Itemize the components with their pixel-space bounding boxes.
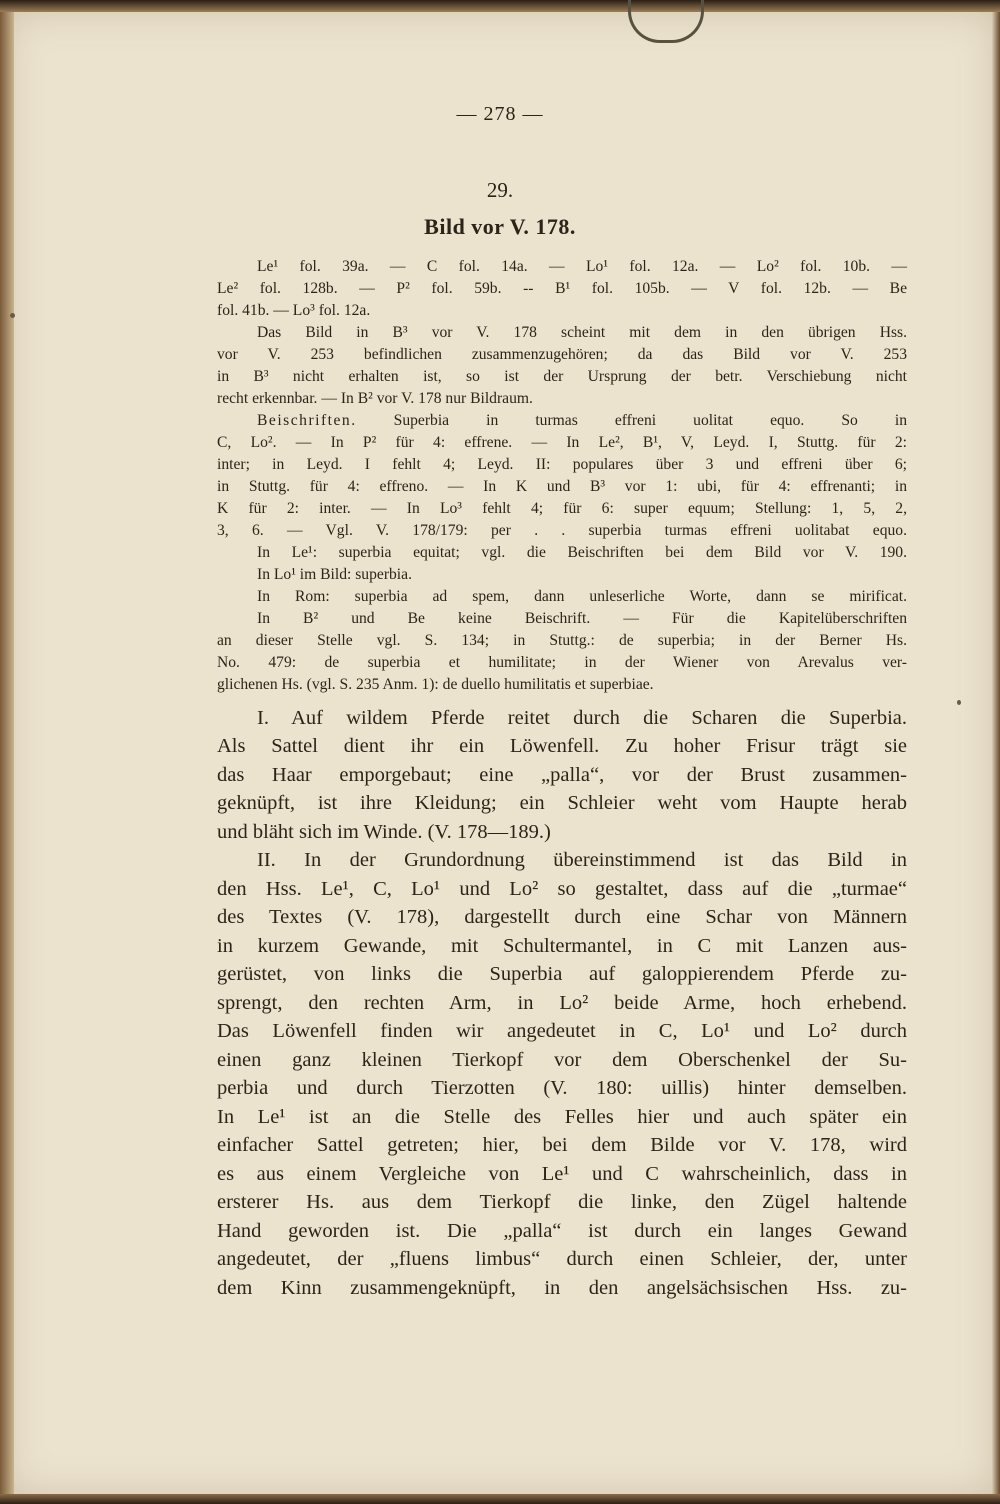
body-line: in kurzem Gewande, mit Schultermantel, in C mit Lanzen aus- [217, 935, 907, 957]
notes-line: glichenen Hs. (vgl. S. 235 Anm. 1): de duello humilitatis et superbiae. [217, 676, 654, 693]
body-line: es aus einem Vergleiche von Le¹ und C wahrscheinlich, dass in [217, 1163, 907, 1185]
body-line: sprengt, den rechten Arm, in Lo² beide Arme, hoch erhebend. [217, 992, 907, 1014]
notes-line: K für 2: inter. — In Lo³ fehlt 4; für 6: super equum; Stellung: 1, 5, 2, [217, 500, 907, 517]
body-line: Hand geworden ist. Die „palla“ ist durch ein langes Gewand [217, 1220, 907, 1242]
notes-line: an dieser Stelle vgl. S. 134; in Stuttg.: de superbia; in der Berner Hs. [217, 632, 907, 649]
body-line: I. Auf wildem Pferde reitet durch die Scharen die Superbia. [257, 707, 907, 729]
body-line: einfacher Sattel getreten; hier, bei dem Bilde vor V. 178, wird [217, 1134, 907, 1156]
section-title: Bild vor V. 178. [424, 214, 576, 239]
notes-line: No. 479: de superbia et humilitate; in der Wiener von Arevalus ver- [217, 654, 907, 671]
notes-line: in Stuttg. für 4: effreno. — In K und B³ vor 1: ubi, für 4: effrenanti; in [217, 478, 907, 495]
body-line: des Textes (V. 178), dargestellt durch eine Schar von Männern [217, 906, 907, 928]
bottom-page-edge [0, 1494, 1000, 1504]
notes-line: In B² und Be keine Beischrift. — Für die Kapitelüberschriften [257, 610, 907, 627]
body-line: Als Sattel dient ihr ein Löwenfell. Zu hoher Frisur trägt sie [217, 735, 907, 757]
notes-line: recht erkennbar. — In B² vor V. 178 nur Bildraum. [217, 390, 533, 407]
body-line: In Le¹ ist an die Stelle des Felles hier und auch später ein [217, 1106, 907, 1128]
body-line: angedeutet, der „fluens limbus“ durch einen Schleier, der, unter [217, 1248, 907, 1270]
notes-line: inter; in Leyd. I fehlt 4; Leyd. II: populares über 3 und effreni über 6; [217, 456, 907, 473]
notes-line: In Le¹: superbia equitat; vgl. die Beischriften bei dem Bild vor V. 190. [257, 544, 907, 561]
page-number: — 278 — [456, 103, 544, 125]
body-line: geknüpft, ist ihre Kleidung; ein Schleier weht vom Haupte herab [217, 792, 907, 814]
notes-line: fol. 41b. — Lo³ fol. 12a. [217, 302, 371, 319]
notes-line: vor V. 253 befindlichen zusammenzugehören; da das Bild vor V. 253 [217, 346, 907, 363]
body-line: ersterer Hs. aus dem Tierkopf die linke, den Zügel haltende [217, 1191, 907, 1213]
body-line: II. In der Grundordnung übereinstimmend ist das Bild in [257, 849, 907, 871]
body-line: und bläht sich im Winde. (V. 178—189.) [217, 821, 551, 843]
section-number: 29. [486, 178, 514, 202]
stain-mark [957, 700, 961, 705]
notes-line: Beischriften. Superbia in turmas effreni uolitat equo. So in [257, 412, 907, 429]
body-line: dem Kinn zusammengeknüpft, in den angelsächsischen Hss. zu- [217, 1277, 907, 1299]
notes-line: Das Bild in B³ vor V. 178 scheint mit dem in den übrigen Hss. [257, 324, 907, 341]
body-line: einen ganz kleinen Tierkopf vor dem Oberschenkel der Su- [217, 1049, 907, 1071]
body-line: perbia und durch Tierzotten (V. 180: uillis) hinter demselben. [217, 1077, 907, 1099]
body-line: gerüstet, von links die Superbia auf galoppierendem Pferde zu- [217, 963, 907, 985]
notes-line: in B³ nicht erhalten ist, so ist der Ursprung der betr. Verschiebung nicht [217, 368, 907, 385]
notes-line: In Lo¹ im Bild: superbia. [257, 566, 412, 583]
body-line: Das Löwenfell finden wir angedeutet in C, Lo¹ und Lo² durch [217, 1020, 907, 1042]
notes-line: In Rom: superbia ad spem, dann unleserliche Worte, dann se mirificat. [257, 588, 907, 605]
notes-line: 3, 6. — Vgl. V. 178/179: per . . superbia turmas effreni uolitabat equo. [217, 522, 907, 539]
body-line: den Hss. Le¹, C, Lo¹ und Lo² so gestaltet, dass auf die „turmae“ [217, 878, 907, 900]
top-page-edge [0, 0, 1000, 12]
notes-line: C, Lo². — In P² für 4: effrene. — In Le², B¹, V, Leyd. I, Stuttg. für 2: [217, 434, 907, 451]
body-line: das Haar emporgebaut; eine „palla“, vor der Brust zusammen- [217, 764, 907, 786]
stain-mark [10, 313, 15, 318]
notes-line: Le² fol. 128b. — P² fol. 59b. -- B¹ fol. 105b. — V fol. 12b. — Be [217, 280, 907, 297]
notes-line: Le¹ fol. 39a. — C fol. 14a. — Lo¹ fol. 12a. — Lo² fol. 10b. — [257, 258, 907, 275]
spaced-heading-word: Beischriften. [257, 412, 357, 429]
